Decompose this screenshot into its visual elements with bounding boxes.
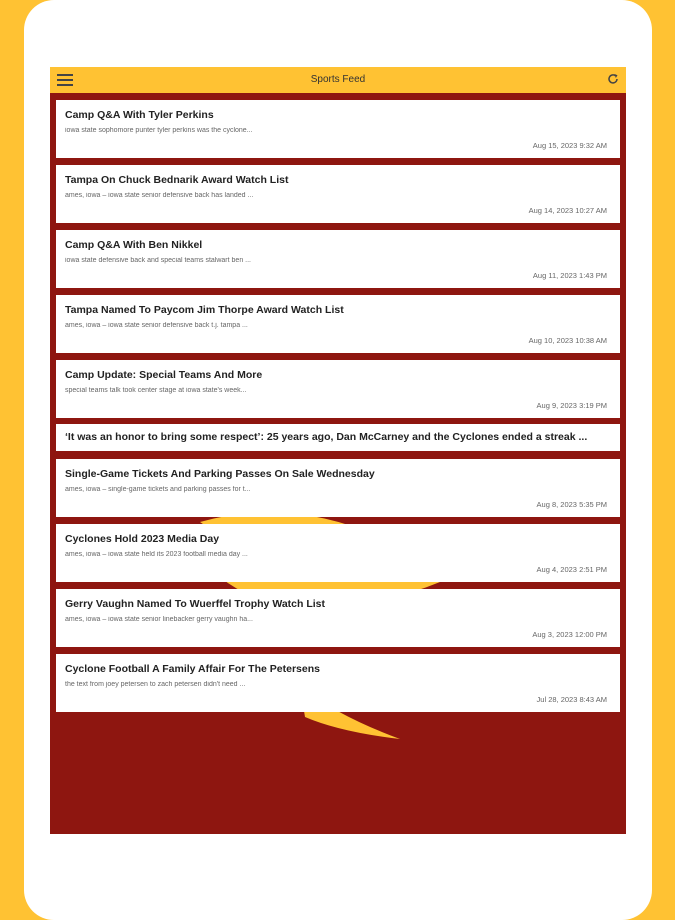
feed-item-summary: special teams talk took center stage at iowa state's week... xyxy=(65,387,247,394)
feed-item-date: Aug 9, 2023 3:19 PM xyxy=(536,401,607,410)
feed-item-date: Aug 8, 2023 5:35 PM xyxy=(536,500,607,509)
feed-item-headline: ‘It was an honor to bring some respect’: 25 years ago, Dan McCarney and the Cyclones ended a streak ... xyxy=(65,431,588,443)
refresh-icon[interactable] xyxy=(606,72,620,86)
app-title: Sports Feed xyxy=(310,74,366,85)
feed-item-date: Jul 28, 2023 8:43 AM xyxy=(536,695,607,704)
feed-item[interactable] xyxy=(56,459,620,517)
feed-item-summary: iowa state sophomore punter tyler perkins was the cyclone... xyxy=(65,127,253,134)
feed-item[interactable] xyxy=(56,589,620,647)
feed-item-headline: Cyclone Football A Family Affair For The Petersens xyxy=(65,663,320,675)
feed-item[interactable] xyxy=(56,100,620,158)
feed-item[interactable] xyxy=(56,295,620,353)
feed-item-summary: the text from joey petersen to zach petersen didn't need ... xyxy=(65,681,246,688)
feed-item-summary: ames, iowa – single-game tickets and parking passes for t... xyxy=(65,486,251,493)
feed-item-headline: Gerry Vaughn Named To Wuerffel Trophy Watch List xyxy=(65,598,326,610)
feed-item-date: Aug 14, 2023 10:27 AM xyxy=(528,206,607,215)
feed-item-summary: iowa state defensive back and special teams stalwart ben ... xyxy=(65,257,251,264)
feed-item-summary: ames, iowa – iowa state senior defensive back has landed ... xyxy=(65,192,254,199)
feed-item-date: Aug 10, 2023 10:38 AM xyxy=(528,336,607,345)
top-app-bar xyxy=(50,67,626,93)
feed-item-summary: ames, iowa – iowa state senior linebacker gerry vaughn ha... xyxy=(65,616,253,623)
feed-item-headline: Cyclones Hold 2023 Media Day xyxy=(65,533,220,545)
feed-item-date: Aug 3, 2023 12:00 PM xyxy=(532,630,607,639)
feed-item[interactable] xyxy=(56,230,620,288)
feed-item[interactable] xyxy=(56,524,620,582)
feed-item-headline: Camp Q&A With Ben Nikkel xyxy=(65,239,203,251)
feed-item[interactable] xyxy=(56,424,620,451)
feed-item[interactable] xyxy=(56,165,620,223)
feed-item-headline: Camp Update: Special Teams And More xyxy=(65,369,263,381)
feed-item[interactable] xyxy=(56,654,620,712)
feed-item-headline: Tampa Named To Paycom Jim Thorpe Award Watch List xyxy=(65,304,344,316)
feed-item-summary: ames, iowa – iowa state held its 2023 football media day ... xyxy=(65,551,248,558)
feed-item-date: Aug 11, 2023 1:43 PM xyxy=(532,271,607,280)
feed-item-headline: Single-Game Tickets And Parking Passes On Sale Wednesday xyxy=(65,468,375,480)
feed-item[interactable] xyxy=(56,360,620,418)
feed-item-date: Aug 15, 2023 9:32 AM xyxy=(532,141,607,150)
feed-item-headline: Tampa On Chuck Bednarik Award Watch List xyxy=(65,174,289,186)
feed-item-headline: Camp Q&A With Tyler Perkins xyxy=(65,109,214,121)
app-screen xyxy=(50,67,626,834)
feed-item-summary: ames, iowa – iowa state senior defensive back t.j. tampa ... xyxy=(65,322,248,329)
feed-item-date: Aug 4, 2023 2:51 PM xyxy=(536,565,607,574)
